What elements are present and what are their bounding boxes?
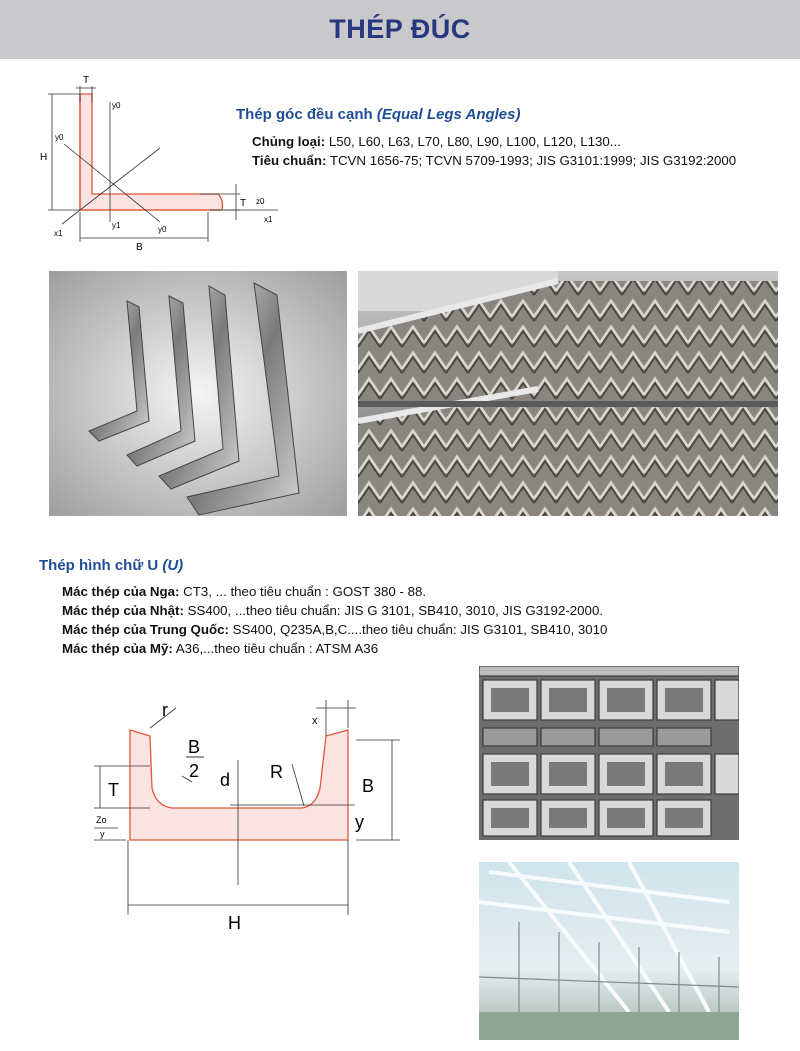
angle-label-T: T xyxy=(83,75,90,86)
page-title: THÉP ĐÚC xyxy=(329,14,471,44)
u-line-china: Mác thép của Trung Quốc: SS400, Q235A,B,C....theo tiêu chuẩn: JIS G3101, SB410, 3010 xyxy=(62,622,608,637)
angle-label-y0-left: y0 xyxy=(55,133,64,142)
angle-section-title: Thép góc đều cạnh (Equal Legs Angles) xyxy=(236,106,521,123)
u-label-R: R xyxy=(270,762,283,782)
u-label-y-left: y xyxy=(100,829,105,839)
u-section-title: Thép hình chữ U (U) xyxy=(39,557,184,574)
u-channel-stack-photo xyxy=(479,666,739,840)
angle-label-z0: z0 xyxy=(256,197,265,206)
angle-label-T-right: T xyxy=(240,198,247,209)
page-header xyxy=(0,0,800,59)
angle-label-y0-top: y0 xyxy=(112,101,121,110)
angle-section-title-en: (Equal Legs Angles) xyxy=(376,106,521,123)
steel-warehouse-photo xyxy=(479,862,739,1040)
angle-label-H: H xyxy=(40,152,48,163)
u-channel-profile xyxy=(130,730,348,840)
equal-angle-diagram xyxy=(40,72,280,252)
angle-profile xyxy=(80,94,223,210)
u-label-B-den: 2 xyxy=(189,761,200,781)
angle-label-y0-bottom: y0 xyxy=(158,225,167,234)
u-line-usa: Mác thép của Mỹ: A36,...theo tiêu chuẩn : ATSM A36 xyxy=(62,641,379,656)
u-line-russia: Mác thép của Nga: CT3, ... theo tiêu chuẩn : GOST 380 - 88. xyxy=(62,584,427,599)
angle-standard-line: Tiêu chuẩn: TCVN 1656-75; TCVN 5709-1993; JIS G3101:1999; JIS G3192:2000 xyxy=(252,153,737,168)
u-label-d: d xyxy=(220,770,231,790)
u-label-B-num: B xyxy=(188,737,201,757)
angle-steel-stack-photo xyxy=(358,271,778,516)
angle-label-x1-left: x1 xyxy=(54,229,63,238)
u-label-y-right: y xyxy=(355,812,364,832)
angle-type-line: Chủng loại: L50, L60, L63, L70, L80, L90, L100, L120, L130... xyxy=(252,134,621,149)
u-section-title-en: (U) xyxy=(162,557,184,574)
angle-steel-photo xyxy=(49,271,347,516)
u-label-x: x xyxy=(312,715,318,727)
angle-label-B: B xyxy=(136,242,143,252)
angle-label-y1: y1 xyxy=(112,221,121,230)
u-label-B: B xyxy=(362,776,375,796)
u-label-Zo: Zo xyxy=(96,815,107,825)
u-label-H: H xyxy=(228,913,241,933)
u-channel-diagram xyxy=(80,680,420,940)
angle-label-x1-right: x1 xyxy=(264,215,273,224)
u-label-r: r xyxy=(162,700,168,720)
u-label-T: T xyxy=(108,780,119,800)
u-line-japan: Mác thép của Nhật: SS400, ...theo tiêu chuẩn: JIS G 3101, SB410, 3010, JIS G3192-2000. xyxy=(62,603,604,618)
